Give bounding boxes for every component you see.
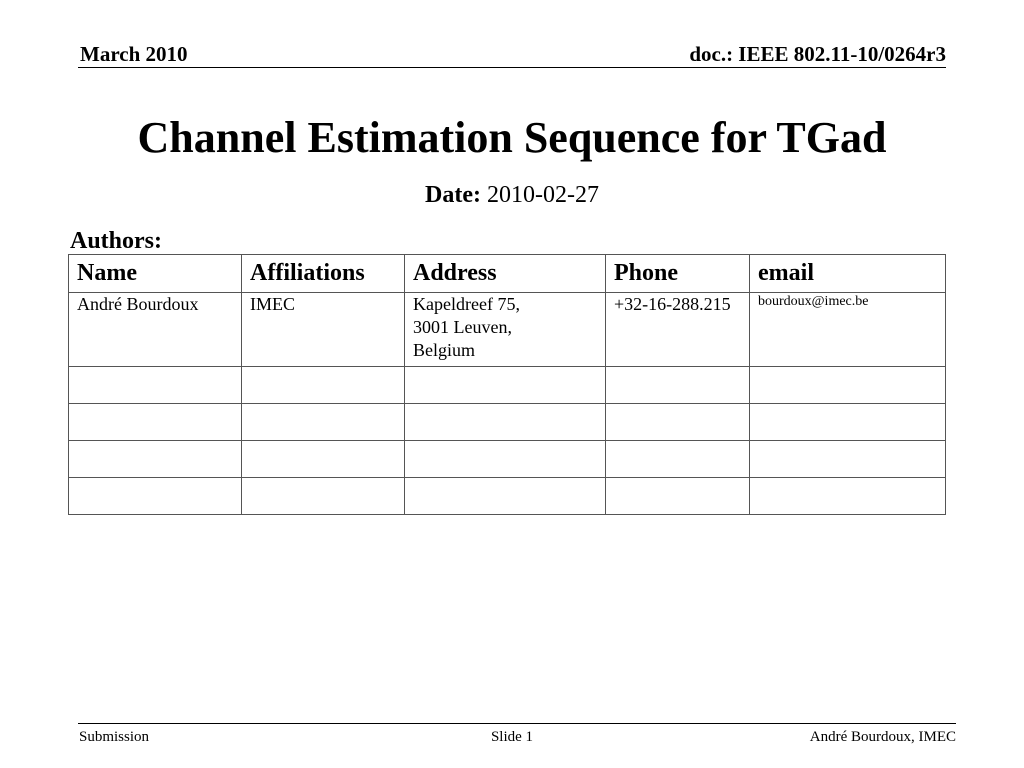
address-line: Belgium: [413, 340, 475, 360]
slide-number: Slide 1: [490, 729, 534, 745]
header-doc-id: doc.: IEEE 802.11-10/0264r3: [689, 42, 946, 66]
address-line: 3001 Leuven,: [413, 317, 512, 337]
author-affiliation-cell: [242, 367, 405, 404]
column-header-email: email: [750, 255, 946, 293]
header-date: March 2010: [80, 42, 188, 66]
author-affiliation-cell: IMEC: [242, 293, 405, 367]
slide-title: Channel Estimation Sequence for TGad: [137, 113, 887, 162]
author-email-cell: bourdoux@imec.be: [750, 293, 946, 367]
author-name-cell: [69, 441, 242, 478]
footer-divider: [78, 723, 956, 724]
author-name-cell: [69, 478, 242, 515]
authors-heading: Authors:: [70, 228, 163, 254]
date-line: [0, 180, 1024, 210]
table-row: [69, 478, 946, 515]
table-header-row: [69, 255, 946, 293]
author-phone-cell: [606, 404, 750, 441]
author-email-cell: [750, 441, 946, 478]
author-email-cell: [750, 478, 946, 515]
column-header-address: Address: [405, 255, 606, 293]
column-header-phone: Phone: [606, 255, 750, 293]
author-address-cell: [405, 441, 606, 478]
header-divider: [78, 67, 946, 68]
author-address-cell: [405, 478, 606, 515]
table-row: [69, 404, 946, 441]
author-affiliation-cell: [242, 478, 405, 515]
table-row: [69, 293, 946, 367]
author-affiliation-cell: [242, 404, 405, 441]
author-name-cell: [69, 404, 242, 441]
column-header-affiliations: Affiliations: [242, 255, 405, 293]
date-value: 2010-02-27: [486, 182, 599, 208]
footer-submission: Submission: [79, 729, 150, 745]
author-phone-cell: [606, 478, 750, 515]
column-header-name: Name: [69, 255, 242, 293]
author-phone-cell: [606, 441, 750, 478]
table-row: [69, 367, 946, 404]
date-label: Date:: [425, 182, 481, 208]
author-address-cell: [405, 293, 606, 367]
author-name-cell: André Bourdoux: [69, 293, 242, 367]
author-name-cell: [69, 367, 242, 404]
author-address-cell: [405, 367, 606, 404]
author-phone-cell: [606, 367, 750, 404]
author-phone-cell: +32-16-288.215: [606, 293, 750, 367]
author-affiliation-cell: [242, 441, 405, 478]
address-line: Kapeldreef 75,: [413, 294, 520, 314]
author-email-cell: [750, 367, 946, 404]
author-email-cell: [750, 404, 946, 441]
author-address-cell: [405, 404, 606, 441]
authors-table: [68, 254, 946, 515]
footer-author: André Bourdoux, IMEC: [809, 729, 956, 745]
table-row: [69, 441, 946, 478]
